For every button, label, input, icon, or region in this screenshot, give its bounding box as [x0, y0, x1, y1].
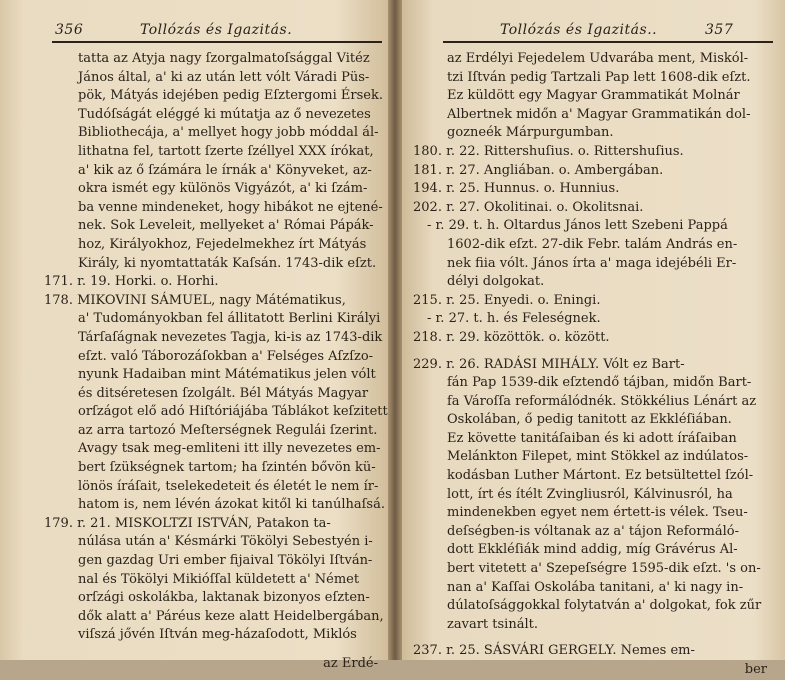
catchword: ber — [744, 662, 767, 677]
text-line: ba venne mindeneket, hogy hibákot ne ejtené- — [78, 199, 383, 215]
text-line: Melánkton Filepet, mint Stökkel az indúlatos- — [447, 449, 749, 465]
text-line: Bibliothecája, a' mellyet hogy jobb móddal ál- — [78, 125, 379, 141]
text-line: Ez követte tanitáſaiban és ki adott íráſaiban — [447, 430, 737, 446]
text-line: lithatna fel, tartott ſzerte ſzéllyel XXX írókat, — [78, 143, 374, 159]
text-line: orſzági oskolákba, laktanak bizonyos eſzten- — [78, 590, 370, 606]
entry-heading: 229. r. 26. RADÁSI MIHÁLY. Vólt ez Bart- — [413, 356, 685, 372]
left-header-rule — [52, 41, 382, 43]
text-line: az arra tartozó Meſterségnek Regulái ſzerint. — [78, 422, 378, 438]
text-line: Tárſaſágnak nevezetes Tagja, ki-is az 1743-dik — [78, 329, 383, 345]
text-line: hoz, Királyokhoz, Fejedelmekhez írt Mátyás — [78, 236, 367, 252]
text-line: János által, a' ki az után lett vólt Váradi Püs- — [78, 69, 370, 85]
text-line: dők alatt a' Páréus keze alatt Heidelbergában, — [78, 608, 384, 624]
errata-line: 218. r. 29. közöttök. o. között. — [413, 329, 610, 345]
left-running-header: Tollózás és Igazitás. — [140, 22, 293, 38]
text-line: núlása után a' Késmárki Tökölyi Sebestyén i- — [78, 534, 373, 550]
text-line: az Erdélyi Fejedelem Udvarába ment, Miskól- — [447, 51, 749, 66]
book-gutter — [388, 0, 402, 660]
entry-heading: 179. r. 21. MISKOLTZI ISTVÁN, Patakon ta- — [44, 515, 331, 531]
errata-line: 202. r. 27. Okolitinai. o. Okolitsnai. — [413, 199, 644, 215]
text-line: eſzt. való Táborozáſokban a' Felséges Aſzſzo- — [78, 348, 374, 364]
left-text-block — [44, 50, 388, 674]
errata-line: 194. r. 25. Hunnus. o. Hunnius. — [413, 181, 620, 197]
errata-line: 215. r. 25. Enyedi. o. Eningi. — [413, 292, 601, 308]
text-line: 1602-dik eſzt. 27-dik Febr. talám András en- — [447, 236, 738, 252]
text-line: dúlatoſsággokkal folytatván a' dolgokat, fok zűr — [447, 598, 762, 614]
text-line: nal és Tökölyi Mikióſſal küldetett a' Német — [78, 571, 360, 587]
right-page — [395, 0, 785, 677]
right-header-rule — [443, 41, 773, 43]
text-line: délyi dolgokat. — [447, 274, 545, 290]
text-line: nek. Sok Leveleit, mellyeket a' Római Pápák- — [78, 218, 374, 234]
right-page-number: 357 — [705, 22, 734, 38]
errata-line: 180. r. 22. Rittershuſius. o. Rittershuſius. — [413, 143, 684, 159]
text-line: Oskolában, ő pedig tanitott az Ekkléſiában. — [447, 412, 732, 428]
text-line: nyunk Hadaiban mint Mátématikus jelen vólt — [78, 367, 376, 383]
text-line: zavart tsinált. — [447, 616, 538, 632]
text-line: mindenekben egyet nem értett-is vélek. Tseu- — [447, 505, 748, 521]
text-line: orſzágot elő adó Hiſtóriájába Táblákot keſzitett — [78, 404, 388, 420]
text-line: lott, írt és ítélt Zvingliusról, Kálvinusról, ha — [447, 486, 733, 502]
text-line: nan a' Kaſſai Oskolába tanitani, a' ki nagy in- — [447, 579, 744, 595]
text-line: pök, Mátyás idejében pedig Eſztergomi Érsek. — [78, 88, 383, 104]
text-line: gen gazdag Uri ember fijaival Tökölyi Iſtván- — [78, 553, 373, 569]
right-text-block — [413, 50, 773, 680]
left-page-number: 356 — [55, 22, 84, 38]
catchword: az Erdé- — [323, 656, 378, 671]
errata-line: 171. r. 19. Horki. o. Horhi. — [44, 274, 219, 290]
text-line: hatom is, nem lévén ázokat kitől ki tanúlhaſsá. — [78, 497, 385, 513]
errata-line: - r. 27. t. h. és Feleségnek. — [427, 311, 601, 327]
text-line: Ez küldött egy Magyar Grammatikát Molnár — [447, 88, 740, 104]
text-line: tzi Iſtván pedig Tartzali Pap lett 1608-dik eſzt. — [447, 69, 751, 85]
right-running-header: Tollózás és Igazitás.. — [500, 22, 658, 38]
text-line: okra ismét egy különös Vigyázót, a' ki ſzám- — [78, 181, 368, 197]
text-line: a' kik az ő ſzámára le írnák a' Könyveket, az- — [78, 162, 372, 178]
text-line: lönös íráſait, tselekedeteit és életét le nem ír- — [78, 478, 379, 494]
text-line: viſszá jővén Iſtván meg-házaſodott, Miklós — [78, 627, 357, 643]
entry-heading: 237. r. 25. SÁSVÁRI GERGELY. Nemes em- — [413, 643, 695, 659]
text-line: nek fiia vólt. János írta a' maga idejébéli Er- — [447, 255, 737, 271]
text-line: deſségben-is vóltanak az a' tájon Reformáló- — [447, 523, 740, 539]
text-line: Avagy tsak meg-emliteni itt illy nevezetes em- — [78, 441, 381, 457]
text-line: és ditséretesen ſzolgált. Bél Mátyás Magyar — [78, 385, 369, 401]
errata-line: - r. 29. t. h. Oltardus János lett Szebeni Pappá — [427, 218, 728, 234]
text-line: bert ſzükségnek tartom; ha ſzintén bővön kü- — [78, 460, 376, 476]
entry-heading: 178. MIKOVINI SÁMUEL, nagy Mátématikus, — [44, 292, 346, 308]
text-line: Király, ki nyomtattaták Kaſsán. 1743-dik eſzt. — [78, 255, 377, 271]
text-line: Tudóſságát eléggé ki mútatja az ő nevezetes — [78, 106, 371, 122]
text-line: fán Pap 1539-dik eſztendő tájban, midőn Bart- — [447, 375, 752, 391]
errata-line: 181. r. 27. Angliában. o. Ambergában. — [413, 162, 664, 178]
text-line: bert vitetett a' Szepeſségre 1595-dik eſzt. 's on- — [447, 561, 761, 577]
text-line: fa Vároſſa reformálódnék. Stökkélius Lénárt az — [447, 393, 757, 409]
text-line: tatta az Atyja nagy ſzorgalmatoſsággal Vitéz — [78, 51, 370, 66]
left-page — [0, 0, 395, 671]
text-line: dott Ekkléſiák mind addig, míg Grávérus Al- — [447, 542, 738, 558]
text-line: gozneék Márpurgumban. — [447, 125, 614, 141]
text-line: a' Tudományokban fel állitatott Berlini Királyi — [78, 311, 381, 327]
text-line: Albertnek midőn a' Magyar Grammatikán dol- — [447, 106, 751, 122]
text-line: kodásban Luther Mártont. Ez betsültettel ſzól- — [447, 468, 754, 484]
